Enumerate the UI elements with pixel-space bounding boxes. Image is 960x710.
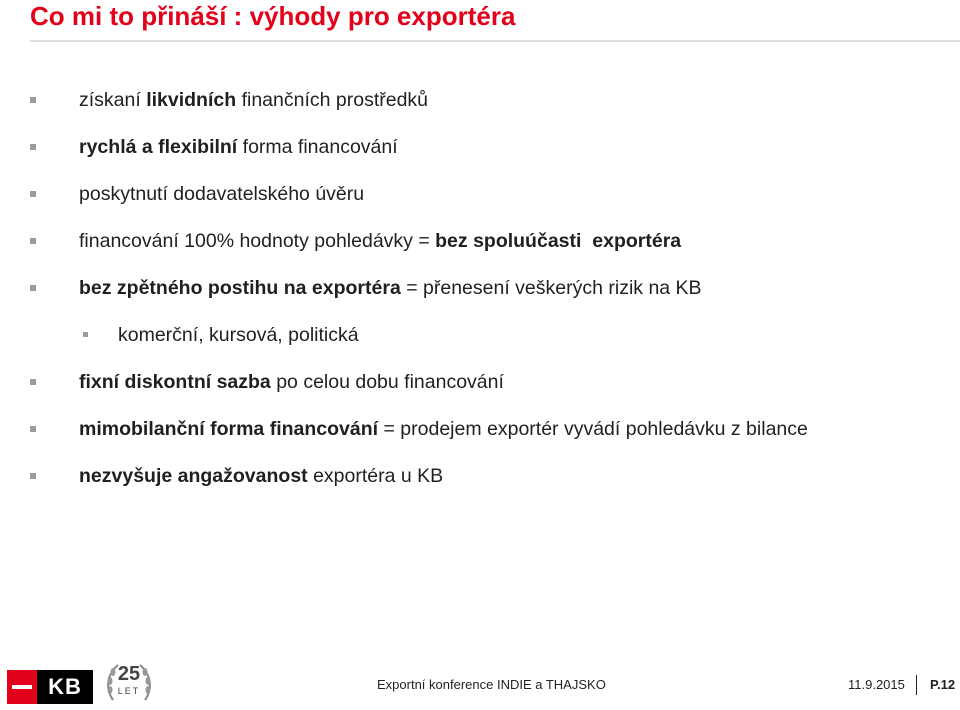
- bullet-text-regular: forma financování: [237, 136, 398, 158]
- square-bullet-icon: [83, 332, 88, 337]
- footer-conference: Exportní konference INDIE a THAJSKO: [377, 677, 606, 692]
- bullet-item: [0, 414, 960, 444]
- bullet-text-regular: finančních prostředků: [236, 89, 429, 111]
- bullet-text-regular: získaní: [79, 89, 147, 111]
- bullet-text: [79, 226, 681, 256]
- title-divider: [30, 40, 960, 42]
- bullet-text-regular: financování 100% hodnoty pohledávky =: [79, 230, 436, 252]
- bullet-text: [79, 85, 428, 115]
- anniversary-seal-icon: [104, 660, 154, 706]
- square-bullet-icon: [30, 144, 36, 150]
- square-bullet-icon: [30, 191, 36, 197]
- bullet-text: [79, 273, 702, 303]
- bullet-text-regular: komerční, kursová, politická: [118, 324, 359, 346]
- bullet-text-regular: = prodejem exportér vyvádí pohledávku z bilance: [378, 418, 808, 440]
- bullet-text-bold: nezvyšuje angažovanost: [79, 465, 308, 487]
- square-bullet-icon: [30, 285, 36, 291]
- square-bullet-icon: [30, 379, 36, 385]
- bullet-item: [0, 320, 960, 350]
- square-bullet-icon: [30, 97, 36, 103]
- bullet-item: [0, 132, 960, 162]
- bullet-item: [0, 179, 960, 209]
- bullet-text-regular: = přenesení veškerých rizik na KB: [400, 277, 702, 299]
- bullet-text-regular: po celou dobu financování: [270, 371, 504, 393]
- bullet-item: [0, 273, 960, 303]
- bullet-text-regular: poskytnutí dodavatelského úvěru: [79, 183, 365, 205]
- bullet-item: [0, 367, 960, 397]
- footer-page-number: P.12: [930, 677, 956, 692]
- footer-date: 11.9.2015: [848, 677, 905, 692]
- bullet-text: [79, 461, 443, 491]
- footer-separator: [916, 675, 917, 695]
- bullet-text-regular: exportéra u KB: [307, 465, 444, 487]
- bullet-text: [118, 320, 359, 350]
- bullet-text: [79, 367, 504, 397]
- seal-number: 25: [117, 663, 141, 685]
- kb-logo: [7, 670, 93, 704]
- bullet-item: [0, 85, 960, 115]
- bullet-text-bold: rychlá a flexibilní: [79, 136, 238, 158]
- kb-logo-text: KB: [48, 674, 82, 699]
- footer: [0, 655, 960, 710]
- bullet-text-bold: likvidních: [146, 89, 237, 111]
- bullet-text-bold: mimobilanční forma financování: [79, 418, 379, 440]
- kb-logo-red-square: [7, 670, 37, 704]
- square-bullet-icon: [30, 238, 36, 244]
- seal-word: LET: [117, 686, 141, 696]
- kb-logo-black-square: [37, 670, 93, 704]
- bullet-text-bold: fixní diskontní sazba: [79, 371, 271, 393]
- bullet-text-bold: bez spoluúčasti exportéra: [435, 230, 682, 252]
- square-bullet-icon: [30, 426, 36, 432]
- bullet-text: [79, 414, 808, 444]
- bullet-text: [79, 132, 398, 162]
- bullet-text: [79, 179, 364, 209]
- bullet-item: [0, 226, 960, 256]
- slide-title: Co mi to přináší : výhody pro exportéra: [30, 1, 516, 31]
- bullet-item: [0, 461, 960, 491]
- square-bullet-icon: [30, 473, 36, 479]
- bullet-text-bold: bez zpětného postihu na exportéra: [79, 277, 401, 299]
